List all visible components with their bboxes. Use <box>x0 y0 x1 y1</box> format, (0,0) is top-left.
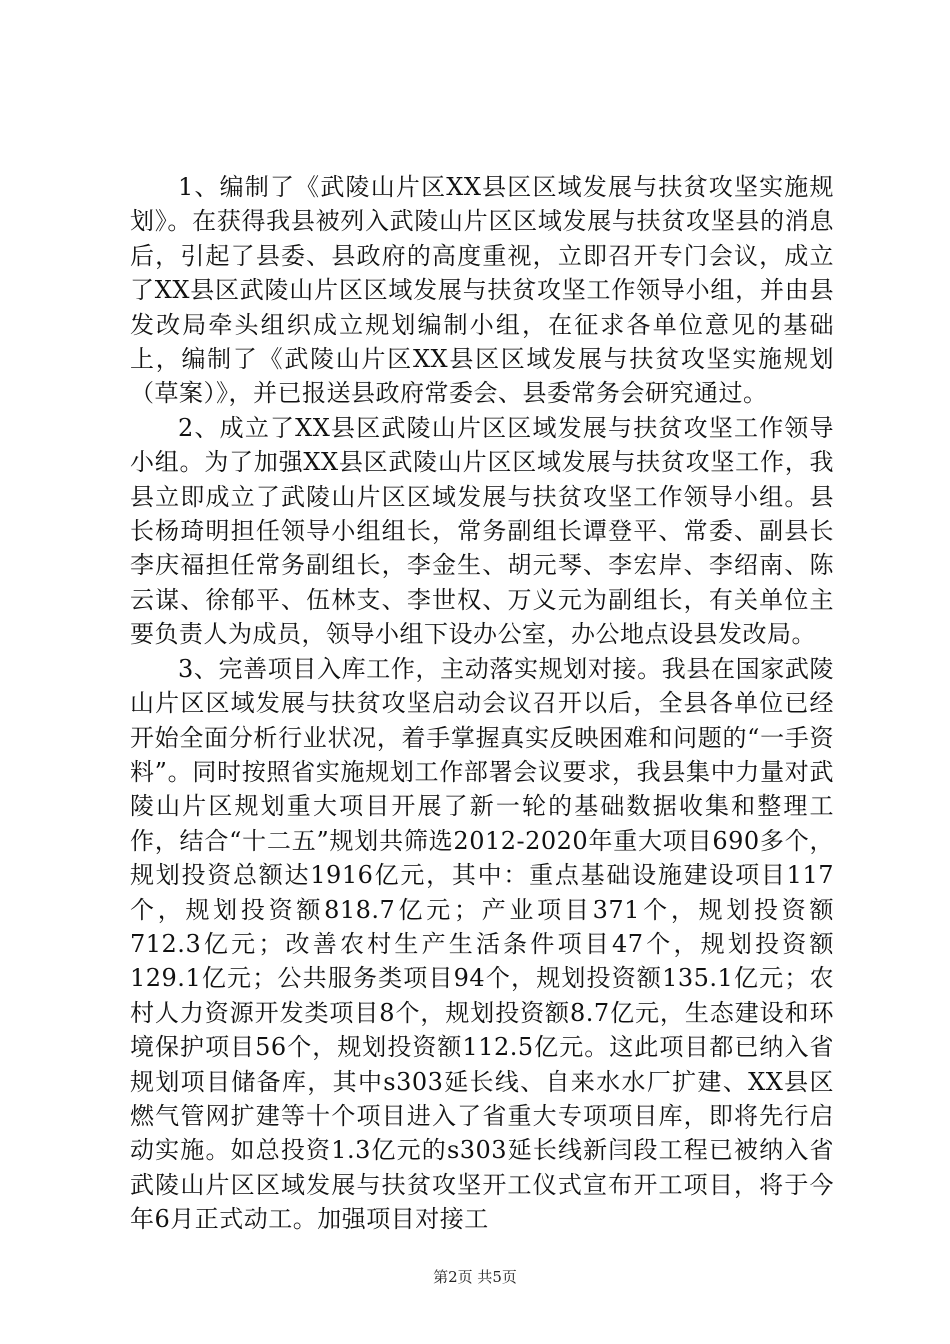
paragraph-3: 3、完善项目入库工作，主动落实规划对接。我县在国家武陵山片区区域发展与扶贫攻坚启动会议召开以后，全县各单位已经开始全面分析行业状况，着手掌握真实反映困难和问题的“一手资料”。同时按照省实施规划工作部署会议要求，我县集中力量对武陵山片区规划重大项目开展了新一轮的基础数据收集和整理工作，结合“十二五”规划共筛选2012-2020年重大项目690多个，规划投资总额达1916亿元，其中：重点基础设施建设项目117个，规划投资额818.7亿元；产业项目371个，规划投资额712.3亿元；改善农村生产生活条件项目47个，规划投资额129.1亿元；公共服务类项目94个，规划投资额135.1亿元；农村人力资源开发类项目8个，规划投资额8.7亿元，生态建设和环境保护项目56个，规划投资额112.5亿元。这此项目都已纳入省规划项目储备库，其中s303延长线、自来水水厂扩建、XX县区燃气管网扩建等十个项目进入了省重大专项项目库，即将先行启动实施。如总投资1.3亿元的s303延长线新闫段工程已被纳入省武陵山片区区域发展与扶贫攻坚开工仪式宣布开工项目，将于今年6月正式动工。加强项目对接工 <box>130 654 834 1234</box>
document-body <box>130 170 834 1237</box>
page-footer: 第2页 共5页 <box>433 1268 517 1286</box>
paragraph-1: 1、编制了《武陵山片区XX县区区域发展与扶贫攻坚实施规划》。在获得我县被列入武陵山片区区域发展与扶贫攻坚县的消息后，引起了县委、县政府的高度重视，立即召开专门会议，成立了XX县区武陵山片区区域发展与扶贫攻坚工作领导小组，并由县发改局牵头组织成立规划编制小组，在征求各单位意见的基础上，编制了《武陵山片区XX县区区域发展与扶贫攻坚实施规划（草案）》，并已报送县政府常委会、县委常务会研究通过。 <box>130 173 834 408</box>
paragraph-2: 2、成立了XX县区武陵山片区区域发展与扶贫攻坚工作领导小组。为了加强XX县区武陵山片区区域发展与扶贫攻坚工作，我县立即成立了武陵山片区区域发展与扶贫攻坚工作领导小组。县长杨琦明担任领导小组组长，常务副组长谭登平、常委、副县长李庆福担任常务副组长，李金生、胡元琴、李宏岸、李绍南、陈云谋、徐郁平、伍林支、李世权、万义元为副组长，有关单位主要负责人为成员，领导小组下设办公室，办公地点设县发改局。 <box>130 413 834 649</box>
